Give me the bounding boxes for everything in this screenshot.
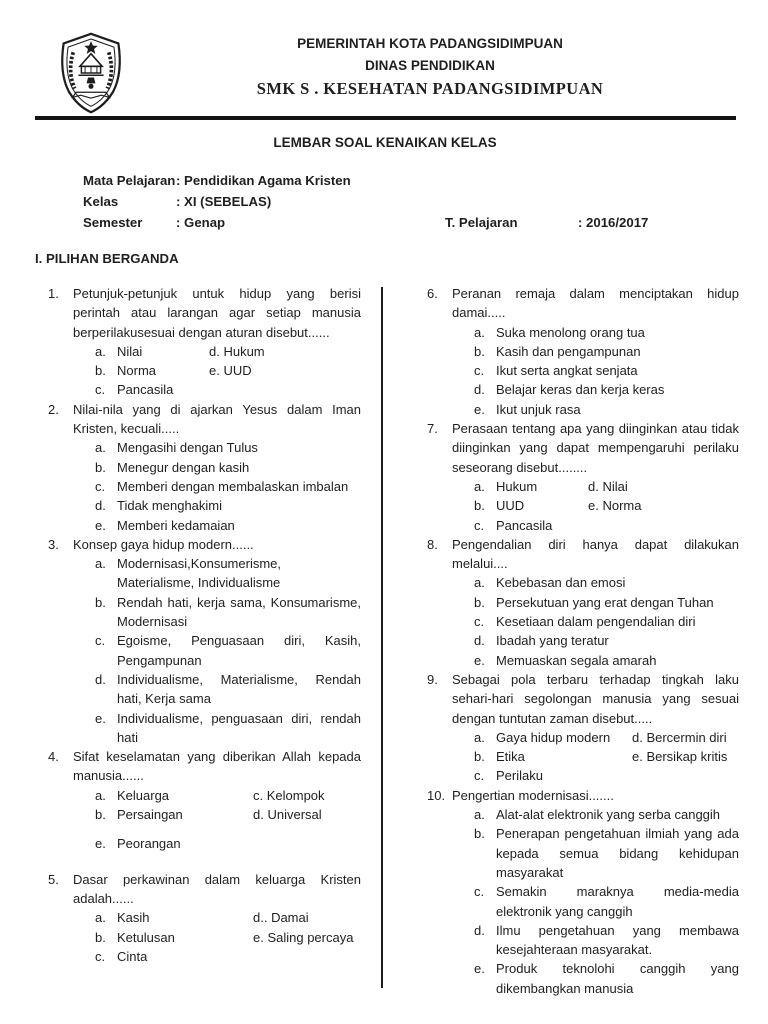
option-pair-first bbox=[95, 361, 209, 380]
question-row bbox=[427, 535, 739, 574]
padangsidimpuan-city-crest-logo bbox=[54, 31, 128, 115]
class-label: Kelas bbox=[83, 194, 119, 209]
question-text: Nilai-nila yang di ajarkan Yesus dalam Iman Kristen, kecuali..... bbox=[73, 401, 361, 437]
option-label: b. bbox=[95, 807, 106, 823]
question-text: Pengertian modernisasi....... bbox=[452, 787, 614, 803]
option-text: Alat-alat elektronik yang serba canggih bbox=[496, 807, 721, 823]
year-value: : 2016/2017 bbox=[578, 215, 649, 230]
option-label: a. bbox=[474, 807, 485, 823]
option-text: Memberi kedamaian bbox=[117, 517, 235, 533]
option-row bbox=[48, 361, 361, 380]
semester-value: : Genap bbox=[176, 215, 226, 230]
option-text: Modernisasi,Konsumerisme, Materialisme, Individualisme bbox=[117, 556, 282, 591]
question-row bbox=[48, 747, 361, 786]
option-pair-second: d.. Damai bbox=[253, 910, 309, 926]
meta-row-class bbox=[83, 191, 735, 212]
option-label: d. bbox=[95, 498, 106, 514]
option-row bbox=[48, 342, 361, 361]
option-text: Kasih dan pengampunan bbox=[496, 343, 641, 359]
question-number: 7. bbox=[427, 421, 438, 437]
option-text: Suka menolong orang tua bbox=[496, 324, 645, 340]
question-text: Petunjuk-petunjuk untuk hidup yang berisi perintah atau larangan agar setiap manusia berperilakusesuai dengan aturan disebut...... bbox=[73, 286, 361, 340]
column-divider-line bbox=[381, 287, 383, 988]
option-row bbox=[48, 709, 361, 748]
question-item bbox=[48, 284, 361, 400]
option-row bbox=[427, 477, 739, 496]
option-row bbox=[48, 516, 361, 535]
option-text: Norma bbox=[117, 363, 157, 379]
option-text: Individualisme, penguasaan diri, rendah hati bbox=[117, 710, 361, 745]
option-row bbox=[48, 928, 361, 947]
option-label: a. bbox=[474, 729, 485, 745]
option-text: Semakin maraknya media-media elektronik yang canggih bbox=[496, 884, 739, 919]
option-text: Hukum bbox=[496, 478, 538, 494]
option-text: Perilaku bbox=[496, 768, 543, 784]
option-label: c. bbox=[474, 768, 485, 784]
question-number: 5. bbox=[48, 871, 59, 887]
option-text: Individualisme, Materialisme, Rendah hati, Kerja sama bbox=[117, 671, 361, 707]
option-text: Ikut unjuk rasa bbox=[496, 401, 581, 417]
option-text: Peorangan bbox=[117, 836, 181, 852]
option-row bbox=[48, 834, 361, 853]
question-item bbox=[427, 284, 739, 419]
option-row bbox=[427, 824, 739, 882]
question-number: 1. bbox=[48, 286, 59, 301]
option-label: a. bbox=[95, 440, 106, 456]
option-label: a. bbox=[474, 324, 485, 340]
option-text: Ibadah yang teratur bbox=[496, 633, 609, 649]
option-row bbox=[48, 554, 361, 593]
option-pair-second: d. Hukum bbox=[209, 343, 265, 359]
option-label: e. bbox=[95, 710, 106, 726]
option-pair-second: d. Bercermin diri bbox=[632, 729, 727, 745]
option-row bbox=[48, 631, 361, 670]
option-row bbox=[427, 631, 739, 650]
option-label: a. bbox=[474, 478, 485, 494]
option-text: Ilmu pengetahuan yang membawa kesejahteraan masyarakat. bbox=[496, 922, 739, 958]
option-text: Nilai bbox=[117, 343, 143, 359]
option-pair-second: c. Kelompok bbox=[253, 787, 325, 803]
option-text: Tidak menghakimi bbox=[117, 498, 223, 514]
option-pair-first bbox=[474, 747, 632, 766]
option-label: a. bbox=[95, 910, 106, 926]
option-label: b. bbox=[474, 343, 485, 359]
question-row bbox=[48, 870, 361, 909]
option-text: Persaingan bbox=[117, 807, 183, 823]
option-label: e. bbox=[474, 401, 485, 417]
option-row bbox=[427, 612, 739, 631]
option-row bbox=[427, 380, 739, 399]
option-label: c. bbox=[95, 633, 106, 649]
option-label: c. bbox=[95, 948, 106, 964]
option-row bbox=[427, 805, 739, 824]
option-row bbox=[48, 496, 361, 515]
option-row bbox=[48, 438, 361, 457]
option-text: Keluarga bbox=[117, 787, 170, 803]
option-text: Penerapan pengetahuan ilmiah yang ada kepada semua bidang kehidupan masyarakat bbox=[496, 826, 739, 880]
option-row bbox=[48, 380, 361, 399]
question-text: Konsep gaya hidup modern...... bbox=[73, 536, 254, 552]
letterhead bbox=[130, 33, 730, 101]
option-pair-first bbox=[95, 805, 253, 824]
option-label: d. bbox=[474, 382, 485, 398]
question-item bbox=[427, 535, 739, 670]
option-row bbox=[427, 882, 739, 921]
option-pair-first bbox=[474, 496, 588, 515]
subject-value: : Pendidikan Agama Kristen bbox=[176, 173, 351, 188]
class-value: : XI (SEBELAS) bbox=[176, 194, 272, 209]
option-row bbox=[427, 728, 739, 747]
option-label: b. bbox=[95, 929, 106, 945]
option-pair-second: e. UUD bbox=[209, 363, 252, 379]
option-text: Cinta bbox=[117, 948, 148, 964]
option-label: c. bbox=[474, 517, 485, 533]
option-row bbox=[48, 908, 361, 927]
option-label: a. bbox=[95, 343, 106, 359]
option-row bbox=[427, 593, 739, 612]
option-text: UUD bbox=[496, 498, 525, 514]
option-label: c. bbox=[95, 382, 106, 398]
option-pair-second: e. Bersikap kritis bbox=[632, 749, 728, 765]
option-label: b. bbox=[474, 749, 485, 765]
question-number: 2. bbox=[48, 401, 59, 417]
year-label: T. Pelajaran bbox=[445, 215, 518, 230]
option-text: Gaya hidup modern bbox=[496, 729, 611, 745]
option-label: e. bbox=[474, 652, 485, 668]
option-text: Pancasila bbox=[496, 517, 553, 533]
option-label: c. bbox=[474, 884, 485, 900]
option-row bbox=[427, 323, 739, 342]
option-label: b. bbox=[95, 363, 106, 379]
option-pair-first bbox=[95, 786, 253, 805]
option-text: Produk teknolohi canggih yang dikembangkan manusia bbox=[496, 961, 739, 996]
option-pair-first bbox=[95, 342, 209, 361]
question-row bbox=[427, 419, 739, 477]
question-item bbox=[427, 670, 739, 786]
option-row bbox=[427, 516, 739, 535]
option-text: Etika bbox=[496, 749, 525, 765]
option-text: Kasih bbox=[117, 910, 150, 926]
option-pair-second: d. Nilai bbox=[588, 478, 628, 494]
option-text: Kebebasan dan emosi bbox=[496, 575, 626, 591]
question-item bbox=[48, 747, 361, 853]
option-label: d. bbox=[474, 633, 485, 649]
option-row bbox=[48, 593, 361, 632]
option-row bbox=[427, 747, 739, 766]
option-label: a. bbox=[95, 787, 106, 803]
option-row bbox=[48, 805, 361, 824]
question-row bbox=[427, 786, 739, 805]
question-number: 10. bbox=[427, 787, 446, 803]
questions-column-right bbox=[427, 284, 739, 998]
letterhead-school-line: SMK S . KESEHATAN PADANGSIDIMPUAN bbox=[256, 79, 604, 98]
option-label: a. bbox=[474, 575, 485, 591]
option-label: b. bbox=[95, 459, 106, 475]
option-text: Menegur dengan kasih bbox=[117, 459, 250, 475]
question-item bbox=[427, 786, 739, 998]
question-item bbox=[48, 870, 361, 966]
questions-column-left bbox=[48, 284, 361, 966]
option-label: c. bbox=[95, 478, 106, 494]
question-item bbox=[48, 400, 361, 535]
option-row bbox=[427, 573, 739, 592]
question-text: Pengendalian diri hanya dapat dilakukan melalui.... bbox=[452, 536, 739, 572]
option-row bbox=[427, 361, 739, 380]
question-row bbox=[48, 400, 361, 439]
option-label: b. bbox=[474, 498, 485, 514]
option-text: Kesetiaan dalam pengendalian diri bbox=[496, 614, 696, 630]
option-row bbox=[48, 477, 361, 496]
option-text: Ikut serta angkat senjata bbox=[496, 363, 638, 379]
question-text: Sebagai pola terbaru terhadap tingkah laku sehari-hari segolongan manusia yang sesuai dengan tuntutan zaman disebut..... bbox=[452, 671, 739, 726]
option-pair-second: d. Universal bbox=[253, 807, 322, 823]
option-row bbox=[48, 947, 361, 966]
question-item bbox=[427, 419, 739, 535]
question-row bbox=[48, 284, 361, 342]
question-text: Peranan remaja dalam menciptakan hidup damai..... bbox=[452, 286, 739, 321]
question-number: 3. bbox=[48, 536, 59, 552]
option-label: e. bbox=[95, 836, 106, 852]
option-pair-second: e. Norma bbox=[588, 498, 642, 514]
question-row bbox=[427, 670, 739, 728]
option-text: Memberi dengan membalaskan imbalan bbox=[117, 478, 349, 494]
option-label: d. bbox=[95, 671, 106, 687]
header-divider-rule bbox=[35, 116, 736, 120]
question-text: Dasar perkawinan dalam keluarga Kristen adalah...... bbox=[73, 871, 361, 906]
option-row bbox=[427, 496, 739, 515]
question-number: 8. bbox=[427, 536, 438, 552]
question-row bbox=[427, 284, 739, 323]
option-label: d. bbox=[474, 922, 485, 938]
option-row bbox=[48, 670, 361, 709]
option-text: Persekutuan yang erat dengan Tuhan bbox=[496, 594, 714, 610]
option-pair-first bbox=[474, 728, 632, 747]
option-pair-second: e. Saling percaya bbox=[253, 929, 354, 945]
letterhead-government-line: PEMERINTAH KOTA PADANGSIDIMPUAN bbox=[297, 36, 563, 51]
option-label: a. bbox=[95, 556, 106, 572]
option-label: b. bbox=[474, 594, 485, 610]
option-text: Rendah hati, kerja sama, Konsumarisme, Modernisasi bbox=[117, 594, 361, 630]
option-row bbox=[427, 959, 739, 998]
option-text: Ketulusan bbox=[117, 929, 175, 945]
option-row bbox=[427, 921, 739, 960]
semester-label: Semester bbox=[83, 215, 143, 230]
option-text: Egoisme, Penguasaan diri, Kasih, Pengampunan bbox=[117, 633, 361, 668]
option-text: Mengasihi dengan Tulus bbox=[117, 440, 258, 456]
option-label: c. bbox=[474, 363, 485, 379]
question-number: 6. bbox=[427, 286, 438, 301]
question-text: Sifat keselamatan yang diberikan Allah kepada manusia...... bbox=[73, 749, 361, 784]
option-pair-first bbox=[95, 928, 253, 947]
option-text: Belajar keras dan kerja keras bbox=[496, 382, 665, 398]
option-label: b. bbox=[474, 826, 485, 842]
document-title: LEMBAR SOAL KENAIKAN KELAS bbox=[273, 135, 497, 150]
option-row bbox=[48, 786, 361, 805]
exam-metadata bbox=[83, 170, 735, 233]
option-text: Memuaskan segala amarah bbox=[496, 652, 657, 668]
option-row bbox=[427, 342, 739, 361]
option-row bbox=[48, 458, 361, 477]
meta-row-subject bbox=[83, 170, 735, 191]
question-number: 4. bbox=[48, 749, 59, 765]
option-row bbox=[427, 766, 739, 785]
subject-label: Mata Pelajaran bbox=[83, 173, 176, 188]
question-row bbox=[48, 535, 361, 554]
option-label: e. bbox=[474, 961, 485, 977]
option-label: c. bbox=[474, 614, 485, 630]
question-number: 9. bbox=[427, 671, 438, 687]
question-text: Perasaan tentang apa yang diinginkan atau tidak diinginkan yang dapat mempengaruhi perilaku seseorang disebut........ bbox=[452, 421, 739, 475]
option-text: Pancasila bbox=[117, 382, 174, 398]
option-pair-first bbox=[474, 477, 588, 496]
option-pair-first bbox=[95, 908, 253, 927]
question-item bbox=[48, 535, 361, 747]
letterhead-department-line: DINAS PENDIDIKAN bbox=[365, 58, 495, 73]
section-title-multiple-choice: I. PILIHAN BERGANDA bbox=[35, 251, 179, 266]
meta-row-semester-year bbox=[83, 212, 735, 233]
option-row bbox=[427, 400, 739, 419]
option-label: b. bbox=[95, 594, 106, 610]
option-label: e. bbox=[95, 517, 106, 533]
option-row bbox=[427, 651, 739, 670]
